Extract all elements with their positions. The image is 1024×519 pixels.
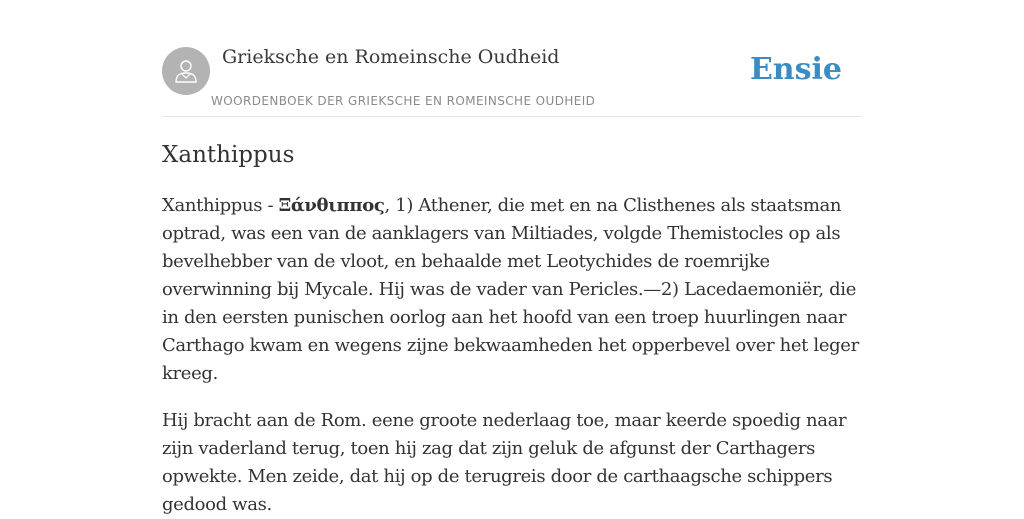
- greek-term: Ξάνθιππος: [278, 195, 385, 216]
- user-icon: [172, 57, 200, 85]
- entry-text: , 1) Athener, die met en na Clisthenes als staatsman optrad, was een van de aanklagers van Miltiades, volgde Themistocles op als bevelhebber van de vloot, en behaalde met Leotychides de roemrijke overwinning bij Mycale. Hij was de vader van Pericles.—2) Lacedaemoniër, die in den eersten punischen oorlog aan het hoofd van een troep huurlingen naar Carthago kwam en wegens zijne bekwaamheden het opperbevel over het leger kreeg.: [162, 195, 859, 384]
- page-title: Xanthippus: [162, 142, 295, 168]
- avatar[interactable]: [162, 47, 210, 95]
- brand-logo[interactable]: Ensie: [749, 52, 842, 87]
- article: [162, 138, 862, 519]
- article-paragraph: Hij bracht aan de Rom. eene groote nederlaag toe, maar keerde spoedig naar zijn vaderland terug, toen hij zag dat zijn geluk de afgunst der Carthagers opwekte. Men zeide, dat hij op de terugreis door de carthaagsche schippers gedood was.: [162, 410, 847, 515]
- header: [162, 40, 862, 117]
- site-subtitle: WOORDENBOEK DER GRIEKSCHE EN ROMEINSCHE OUDHEID: [211, 94, 596, 108]
- article-paragraph: [162, 192, 862, 388]
- entry-term: Xanthippus -: [162, 195, 279, 216]
- site-title[interactable]: Grieksche en Romeinsche Oudheid: [222, 46, 560, 68]
